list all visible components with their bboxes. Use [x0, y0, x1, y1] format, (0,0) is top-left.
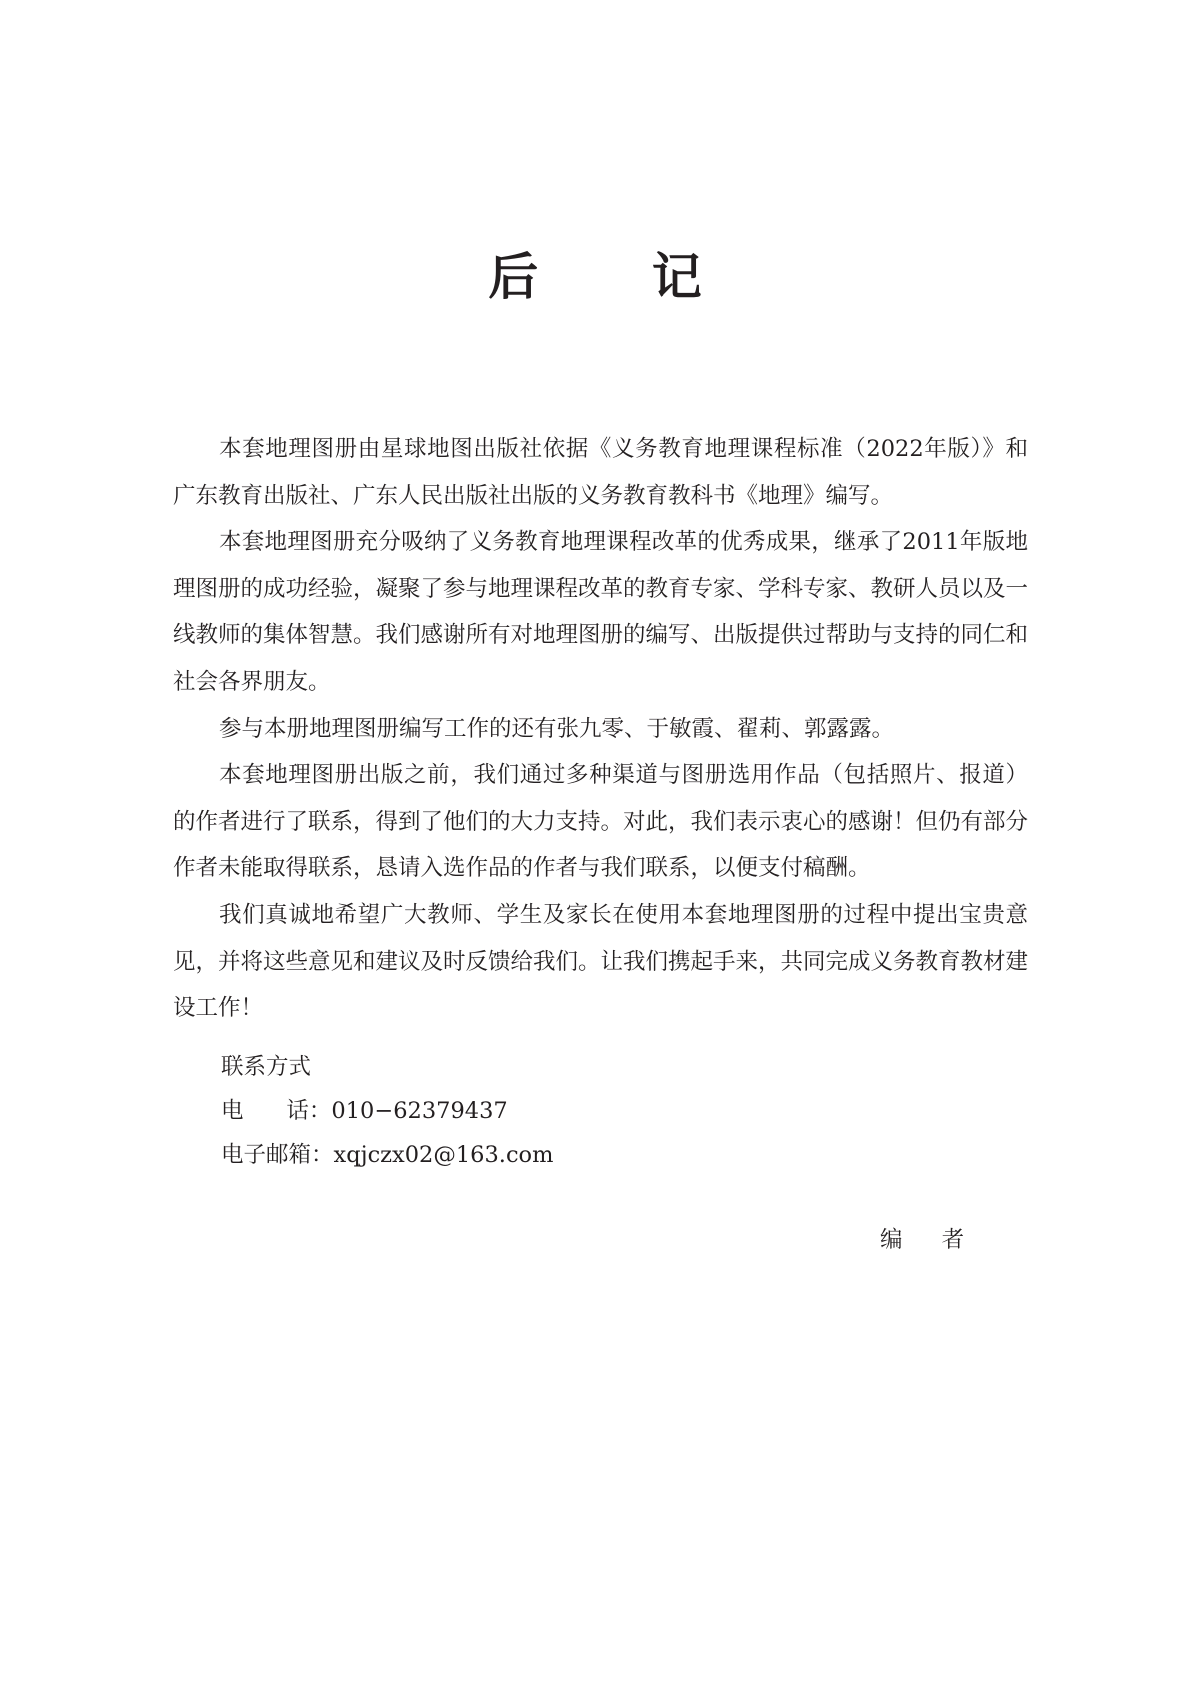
- paragraph-achievements: 本套地理图册充分吸纳了义务教育地理课程改革的优秀成果，继承了2011年版地理图册的成功经验，凝聚了参与地理课程改革的教育专家、学科专家、教研人员以及一线教师的集体智慧。我们感谢所有对地理图册的编写、出版提供过帮助与支持的同仁和社会各界朋友。: [173, 529, 1029, 695]
- paragraph-contributors: 参与本册地理图册编写工作的还有张九零、于敏霞、翟莉、郭露露。: [219, 715, 895, 742]
- page-title: 后 记: [488, 247, 750, 306]
- email-label: 电子邮箱：: [221, 1142, 334, 1168]
- paragraph-feedback: 我们真诚地希望广大教师、学生及家长在使用本套地理图册的过程中提出宝贵意见，并将这些意见和建议及时反馈给我们。让我们携起手来，共同完成义务教育教材建设工作！: [173, 901, 1029, 1022]
- contact-phone: [221, 1089, 921, 1133]
- contact-heading: 联系方式: [221, 1054, 312, 1080]
- phone-value: 010−62379437: [331, 1098, 508, 1124]
- paragraph-basis: 本套地理图册由星球地图出版社依据《义务教育地理课程标准（2022年版）》和广东教育出版社、广东人民出版社出版的义务教育教科书《地理》编写。: [173, 436, 1028, 509]
- body-text: [173, 426, 1028, 1032]
- phone-label: 电 话：: [221, 1098, 332, 1124]
- signature: 编 者: [880, 1227, 981, 1253]
- paragraph-copyright: 本套地理图册出版之前，我们通过多种渠道与图册选用作品（包括照片、报道）的作者进行了联系，得到了他们的大力支持。对此，我们表示衷心的感谢！但仍有部分作者未能取得联系，恳请入选作品的作者与我们联系，以便支付稿酬。: [173, 762, 1029, 882]
- email-value: xqjczx02@163.com: [333, 1142, 554, 1168]
- contact-info: [221, 1045, 921, 1177]
- contact-email: [221, 1133, 921, 1177]
